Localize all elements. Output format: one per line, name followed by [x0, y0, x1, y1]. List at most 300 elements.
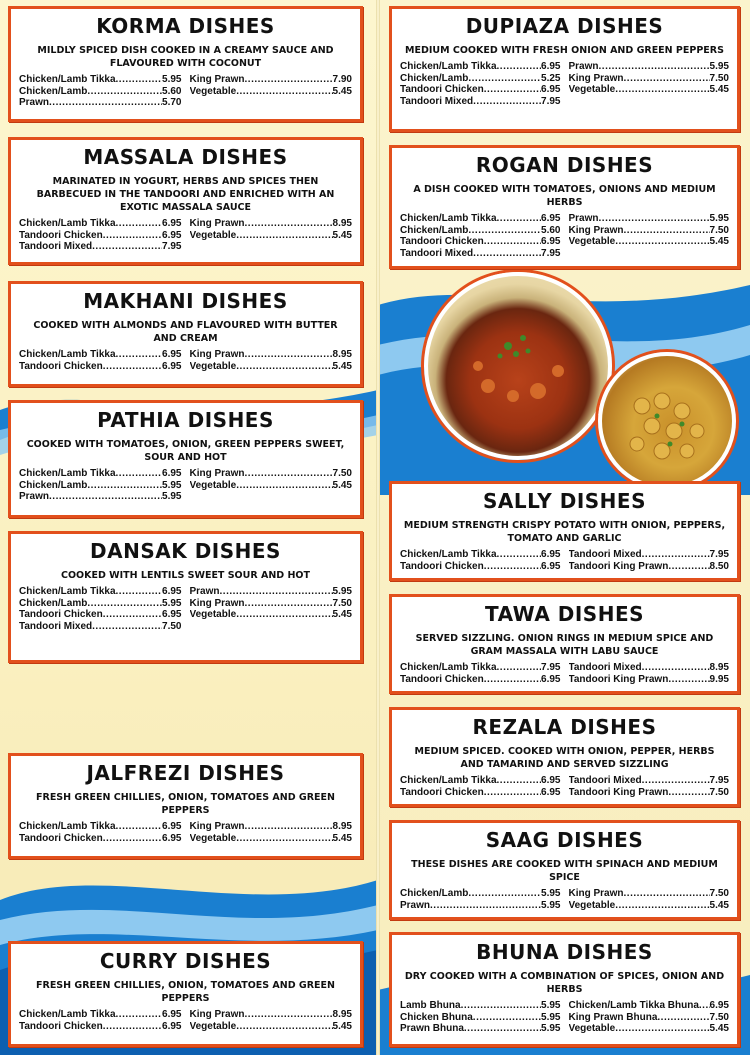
menu-item — [400, 1000, 561, 1012]
dot-leader — [103, 230, 162, 242]
menu-item-name: Chicken/Lamb Tikka — [400, 213, 497, 224]
menu-item — [400, 248, 561, 260]
menu-item — [190, 74, 353, 86]
menu-item-price: 5.70 — [162, 97, 182, 108]
dot-leader — [497, 61, 542, 73]
menu-item — [19, 1009, 182, 1021]
menu-item-name: Vegetable — [568, 899, 616, 911]
dot-leader — [87, 598, 162, 610]
dot-leader — [116, 468, 163, 480]
menu-item — [190, 86, 353, 98]
menu-item-name: Tandoori Chicken — [19, 832, 103, 844]
jalfrezi-description: FRESH GREEN CHILLIES, ONION, TOMATOES AND GREEN PEPPERS — [36, 792, 335, 816]
menu-item — [190, 821, 353, 833]
menu-item-name: King Prawn — [189, 218, 245, 229]
menu-item — [190, 833, 353, 845]
makhani-card — [8, 281, 363, 387]
dot-leader — [49, 491, 162, 503]
menu-item-price: 5.25 — [541, 72, 561, 84]
menu-item-name: Chicken/Lamb Tikka — [19, 586, 116, 597]
menu-item — [400, 888, 561, 900]
menu-item — [190, 586, 353, 598]
menu-item — [569, 888, 730, 900]
menu-item-name: Chicken/Lamb Tikka — [19, 468, 116, 479]
menu-item — [19, 74, 182, 86]
menu-item-price: 6.95 — [541, 673, 561, 685]
menu-item-name: Vegetable — [189, 479, 237, 491]
menu-item-name: King Prawn — [568, 888, 624, 899]
menu-item-name: Chicken/Lamb Tikka — [400, 549, 497, 560]
menu-item-name: Tandoori Mixed — [19, 620, 93, 632]
dot-leader — [103, 609, 162, 621]
menu-item-name: Tandoori Chicken — [400, 673, 484, 685]
menu-item-name: Prawn Bhuna — [400, 1023, 464, 1034]
menu-item-price: 6.95 — [541, 84, 561, 95]
menu-item — [400, 561, 561, 573]
dot-leader — [236, 833, 332, 845]
curry-description: FRESH GREEN CHILLIES, ONION, TOMATOES AND GREEN PEPPERS — [36, 980, 335, 1004]
menu-item — [569, 674, 730, 686]
menu-item — [569, 561, 730, 573]
menu-item-price: 5.95 — [162, 479, 182, 491]
menu-item-price: 5.60 — [541, 224, 561, 236]
menu-item-price: 6.95 — [162, 218, 182, 229]
menu-item — [19, 598, 182, 610]
dot-leader — [599, 61, 710, 73]
menu-item — [569, 1000, 730, 1012]
menu-item-name: Chicken/Lamb — [400, 224, 469, 236]
menu-item-name: Chicken/Lamb Tikka — [19, 74, 116, 85]
dot-leader — [624, 888, 710, 900]
menu-item-price: 6.95 — [162, 832, 182, 844]
menu-item-name: Tandoori King Prawn — [568, 673, 669, 685]
dot-leader — [103, 1021, 162, 1033]
menu-item-name: King Prawn — [189, 349, 245, 360]
dot-leader — [468, 888, 541, 900]
menu-item-price: 6.95 — [541, 549, 561, 560]
menu-item-price: 7.50 — [332, 468, 352, 479]
menu-item — [569, 213, 730, 225]
menu-item — [400, 1012, 561, 1024]
menu-item-price: 7.95 — [709, 549, 729, 560]
jalfrezi-title: JALFREZI DISHES — [86, 761, 285, 785]
massala-card — [8, 137, 363, 265]
menu-item-price: 5.45 — [332, 479, 352, 491]
dot-leader — [473, 248, 541, 260]
dot-leader — [87, 86, 162, 98]
menu-item-price: 5.95 — [541, 888, 561, 899]
menu-item — [190, 480, 353, 492]
menu-item-name: Tandoori Mixed — [400, 247, 474, 259]
dot-leader — [220, 586, 333, 598]
menu-item-name: Tandoori Chicken — [400, 786, 484, 798]
sally-description: MEDIUM STRENGTH CRISPY POTATO WITH ONION, PEPPERS, TOMATO AND GARLIC — [403, 520, 726, 544]
dot-leader — [236, 86, 332, 98]
menu-item-price: 8.95 — [332, 1009, 352, 1020]
menu-item-price: 5.95 — [162, 597, 182, 609]
makhani-title: MAKHANI DISHES — [83, 289, 288, 313]
bhuna-title: BHUNA DISHES — [476, 940, 653, 964]
saag-description: THESE DISHES ARE COOKED WITH SPINACH AND MEDIUM SPICE — [411, 859, 718, 883]
dot-leader — [116, 74, 163, 86]
menu-item-name: Tandoori Mixed — [568, 662, 642, 673]
dansak-items — [19, 586, 352, 632]
dot-leader — [92, 621, 162, 633]
menu-item-name: Chicken/Lamb — [19, 479, 88, 491]
menu-item-name: King Prawn — [189, 821, 245, 832]
dupiaza-title: DUPIAZA DISHES — [465, 14, 664, 38]
menu-item — [400, 662, 561, 674]
menu-item-price: 5.95 — [541, 1023, 561, 1034]
menu-item-price: 8.95 — [709, 662, 729, 673]
rogan-title: ROGAN DISHES — [475, 153, 654, 177]
dot-leader — [657, 1012, 709, 1024]
menu-item-price: 5.95 — [541, 1000, 561, 1011]
menu-item-name: Vegetable — [189, 360, 237, 372]
menu-item — [19, 833, 182, 845]
menu-item — [569, 662, 730, 674]
menu-item — [400, 674, 561, 686]
menu-item — [190, 609, 353, 621]
menu-item-price: 6.95 — [541, 61, 561, 72]
menu-item — [569, 1023, 730, 1035]
menu-item — [190, 468, 353, 480]
tawa-description: SERVED SIZZLING. ONION RINGS IN MEDIUM SPICE AND GRAM MASSALA WITH LABU SAUCE — [415, 633, 714, 657]
korma-items — [19, 74, 352, 109]
menu-item-name: Tandoori Chicken — [400, 84, 484, 95]
dot-leader — [615, 900, 709, 912]
dot-leader — [615, 84, 709, 96]
menu-item-price: 6.95 — [162, 586, 182, 597]
tawa-card — [389, 594, 740, 694]
menu-item-price: 6.95 — [162, 360, 182, 372]
menu-item-price: 5.95 — [332, 586, 352, 597]
dot-leader — [245, 821, 333, 833]
menu-item-price: 5.45 — [709, 1023, 729, 1034]
menu-item-name: Prawn — [19, 491, 50, 502]
curry-items — [19, 1009, 352, 1032]
menu-item-price: 7.95 — [162, 241, 182, 252]
rogan-description: A DISH COOKED WITH TOMATOES, ONIONS AND MEDIUM HERBS — [413, 184, 716, 208]
menu-item-name: Chicken/Lamb Tikka — [19, 218, 116, 229]
menu-item — [400, 213, 561, 225]
menu-item-name: Prawn — [19, 97, 50, 108]
menu-item-price: 6.95 — [541, 213, 561, 224]
menu-item-price: 5.45 — [332, 229, 352, 241]
menu-item-name: Tandoori Mixed — [568, 549, 642, 560]
menu-item-price: 6.95 — [162, 1009, 182, 1020]
menu-item-name: Tandoori Chicken — [19, 1020, 103, 1032]
menu-item — [400, 73, 561, 85]
bhuna-card — [389, 932, 740, 1047]
curry-title: CURRY DISHES — [99, 949, 272, 973]
menu-item — [569, 787, 730, 799]
menu-item-price: 5.95 — [162, 491, 182, 502]
dot-leader — [236, 230, 332, 242]
tawa-items — [400, 662, 729, 685]
menu-item — [569, 549, 730, 561]
menu-item-price: 8.95 — [332, 349, 352, 360]
makhani-items — [19, 349, 352, 372]
menu-item-price: 5.95 — [541, 1011, 561, 1023]
menu-item-price: 5.45 — [332, 360, 352, 372]
menu-item-price: 7.50 — [332, 597, 352, 609]
sally-card — [389, 481, 740, 581]
menu-item — [190, 218, 353, 230]
menu-item-name: Prawn — [568, 213, 599, 224]
menu-item-price: 6.95 — [162, 821, 182, 832]
pathia-items — [19, 468, 352, 503]
menu-item — [400, 1023, 561, 1035]
menu-item-price: 5.45 — [709, 899, 729, 911]
menu-item-name: Chicken/Lamb Tikka — [19, 349, 116, 360]
menu-item-price: 5.95 — [541, 899, 561, 911]
menu-item — [400, 61, 561, 73]
menu-item — [569, 225, 730, 237]
jalfrezi-card — [8, 753, 363, 859]
menu-item-price: 7.50 — [709, 72, 729, 84]
menu-item-price: 5.45 — [709, 84, 729, 95]
menu-item — [400, 84, 561, 96]
dot-leader — [473, 96, 541, 108]
menu-item-price: 7.95 — [541, 247, 561, 259]
pathia-card — [8, 400, 363, 518]
menu-item — [400, 787, 561, 799]
menu-item-name: Vegetable — [568, 1023, 616, 1034]
menu-item — [19, 468, 182, 480]
menu-item-price: 6.95 — [541, 775, 561, 786]
korma-title: KORMA DISHES — [96, 14, 275, 38]
saag-card — [389, 820, 740, 920]
menu-item-price: 6.95 — [162, 1020, 182, 1032]
dot-leader — [87, 480, 162, 492]
menu-item-name: King Prawn — [189, 74, 245, 85]
menu-item-name: Vegetable — [189, 229, 237, 241]
menu-item-name: King Prawn — [189, 597, 245, 609]
menu-item-name: Vegetable — [568, 84, 616, 95]
menu-item-name: King Prawn — [568, 224, 624, 236]
dot-leader — [92, 241, 162, 253]
menu-item-price: 5.95 — [709, 213, 729, 224]
menu-item-name: King Prawn — [189, 1009, 245, 1020]
dot-leader — [245, 349, 333, 361]
dot-leader — [245, 74, 333, 86]
menu-item-price: 7.50 — [709, 786, 729, 798]
menu-item-name: Vegetable — [189, 85, 237, 97]
menu-item-price: 6.95 — [541, 236, 561, 247]
massala-title: MASSALA DISHES — [83, 145, 288, 169]
dot-leader — [245, 468, 333, 480]
dot-leader — [699, 1000, 710, 1012]
pathia-description: COOKED WITH TOMATOES, ONION, GREEN PEPPERS SWEET, SOUR AND HOT — [26, 439, 345, 463]
menu-item-price: 7.90 — [332, 74, 352, 85]
jalfrezi-items — [19, 821, 352, 844]
sally-items — [400, 549, 729, 572]
menu-item-price: 9.95 — [709, 673, 729, 685]
dot-leader — [497, 662, 542, 674]
menu-item-price: 8.50 — [709, 560, 729, 572]
menu-item-name: Chicken Bhuna — [400, 1011, 473, 1023]
chickpea-dish-photo — [598, 352, 736, 490]
menu-item-name: Prawn — [189, 586, 220, 597]
curry-card — [8, 941, 363, 1047]
dot-leader — [668, 674, 709, 686]
menu-item-name: Vegetable — [568, 236, 616, 247]
rogan-card — [389, 145, 740, 269]
dot-leader — [484, 236, 541, 248]
menu-item — [400, 96, 561, 108]
menu-item-name: Tandoori Chicken — [19, 609, 103, 620]
menu-item — [19, 480, 182, 492]
menu-item-price: 5.45 — [332, 1020, 352, 1032]
menu-item-price: 7.95 — [541, 95, 561, 107]
menu-item-name: Chicken/Lamb — [400, 72, 469, 84]
dot-leader — [236, 480, 332, 492]
rezala-title: REZALA DISHES — [472, 715, 657, 739]
dot-leader — [624, 73, 710, 85]
dot-leader — [461, 1000, 541, 1012]
menu-item — [19, 349, 182, 361]
menu-item-price: 6.95 — [162, 468, 182, 479]
menu-item — [400, 549, 561, 561]
curry-dish-photo — [424, 272, 612, 460]
menu-item-price: 7.50 — [162, 620, 182, 632]
menu-item-price: 6.95 — [162, 349, 182, 360]
menu-item-name: Chicken/Lamb — [19, 85, 88, 97]
menu-item-price: 6.95 — [162, 229, 182, 241]
dupiaza-items — [400, 61, 729, 107]
korma-card — [8, 6, 363, 122]
menu-item — [19, 609, 182, 621]
menu-item-price: 5.95 — [709, 61, 729, 72]
menu-item — [19, 97, 182, 109]
menu-item-name: King Prawn — [189, 468, 245, 479]
menu-item-name: Tandoori Chicken — [400, 236, 484, 247]
makhani-description: COOKED WITH ALMONDS AND FLAVOURED WITH BUTTER AND CREAM — [33, 320, 338, 344]
menu-item-price: 5.60 — [162, 85, 182, 97]
page-fold — [376, 0, 380, 1055]
menu-item-name: Tandoori Chicken — [400, 560, 484, 572]
menu-item-name: Tandoori King Prawn — [568, 560, 669, 572]
menu-item-name: Prawn — [400, 899, 431, 911]
menu-item — [19, 1021, 182, 1033]
menu-item — [569, 84, 730, 96]
dansak-description: COOKED WITH LENTILS SWEET SOUR AND HOT — [61, 570, 310, 581]
dupiaza-card — [389, 6, 740, 132]
menu-item-name: Vegetable — [189, 1020, 237, 1032]
menu-item-price: 5.95 — [162, 74, 182, 85]
dot-leader — [497, 775, 542, 787]
menu-item-name: Chicken/Lamb Tikka — [400, 61, 497, 72]
menu-item-price: 6.95 — [709, 1000, 729, 1011]
dot-leader — [116, 586, 163, 598]
menu-item-price: 7.50 — [709, 1011, 729, 1023]
rogan-items — [400, 213, 729, 259]
dot-leader — [464, 1023, 541, 1035]
dot-leader — [473, 1012, 541, 1024]
menu-item — [190, 598, 353, 610]
menu-item — [569, 1012, 730, 1024]
rezala-card — [389, 707, 740, 807]
dot-leader — [468, 225, 541, 237]
dot-leader — [236, 361, 332, 373]
menu-item — [190, 349, 353, 361]
menu-item — [400, 775, 561, 787]
menu-item-name: Tandoori Chicken — [19, 360, 103, 372]
menu-item-name: Vegetable — [189, 609, 237, 620]
menu-item-name: Chicken/Lamb Tikka — [400, 775, 497, 786]
menu-item-name: Tandoori Chicken — [19, 229, 103, 241]
dot-leader — [497, 549, 542, 561]
menu-item — [19, 491, 182, 503]
menu-item-name: Tandoori Mixed — [400, 95, 474, 107]
dot-leader — [642, 549, 710, 561]
menu-item-name: Tandoori Mixed — [19, 241, 93, 252]
menu-item-price: 7.50 — [709, 224, 729, 236]
menu-item-name: Prawn — [568, 61, 599, 72]
menu-item — [19, 621, 182, 633]
dot-leader — [484, 84, 541, 96]
menu-item-price: 8.95 — [332, 821, 352, 832]
dot-leader — [245, 598, 333, 610]
dot-leader — [116, 349, 163, 361]
menu-item — [190, 230, 353, 242]
menu-item-name: Vegetable — [189, 832, 237, 844]
dot-leader — [642, 662, 710, 674]
dansak-card — [8, 531, 363, 663]
dot-leader — [497, 213, 542, 225]
dot-leader — [668, 561, 709, 573]
dot-leader — [468, 73, 541, 85]
menu-item-price: 8.95 — [332, 218, 352, 229]
dot-leader — [236, 609, 332, 621]
menu-item — [569, 775, 730, 787]
dot-leader — [103, 361, 162, 373]
menu-item-name: Tandoori King Prawn — [568, 786, 669, 798]
menu-item — [569, 61, 730, 73]
menu-item — [190, 1021, 353, 1033]
dot-leader — [116, 1009, 163, 1021]
menu-item — [19, 241, 182, 253]
dansak-title: DANSAK DISHES — [90, 539, 281, 563]
pathia-title: PATHIA DISHES — [97, 408, 274, 432]
saag-items — [400, 888, 729, 911]
massala-items — [19, 218, 352, 253]
menu-item-name: King Prawn — [568, 72, 624, 84]
korma-description: MILDLY SPICED DISH COOKED IN A CREAMY SAUCE AND FLAVOURED WITH COCONUT — [37, 45, 334, 69]
menu-item-name: Tandoori Mixed — [568, 775, 642, 786]
dot-leader — [236, 1021, 332, 1033]
dot-leader — [245, 1009, 333, 1021]
menu-item-price: 5.45 — [332, 85, 352, 97]
bhuna-description: DRY COOKED WITH A COMBINATION OF SPICES, ONION AND HERBS — [404, 971, 725, 995]
dot-leader — [49, 97, 162, 109]
menu-item-name: Chicken/Lamb Tikka — [400, 662, 497, 673]
dot-leader — [430, 900, 541, 912]
dot-leader — [245, 218, 333, 230]
menu-item — [19, 821, 182, 833]
menu-item — [19, 230, 182, 242]
dot-leader — [615, 1023, 709, 1035]
dot-leader — [484, 787, 541, 799]
menu-item-name: Chicken/Lamb Tikka — [19, 1009, 116, 1020]
menu-item — [400, 225, 561, 237]
menu-item-price: 6.95 — [541, 560, 561, 572]
rezala-items — [400, 775, 729, 798]
menu-item-price: 5.45 — [332, 609, 352, 620]
menu-item-price: 5.45 — [332, 832, 352, 844]
menu-item — [19, 86, 182, 98]
